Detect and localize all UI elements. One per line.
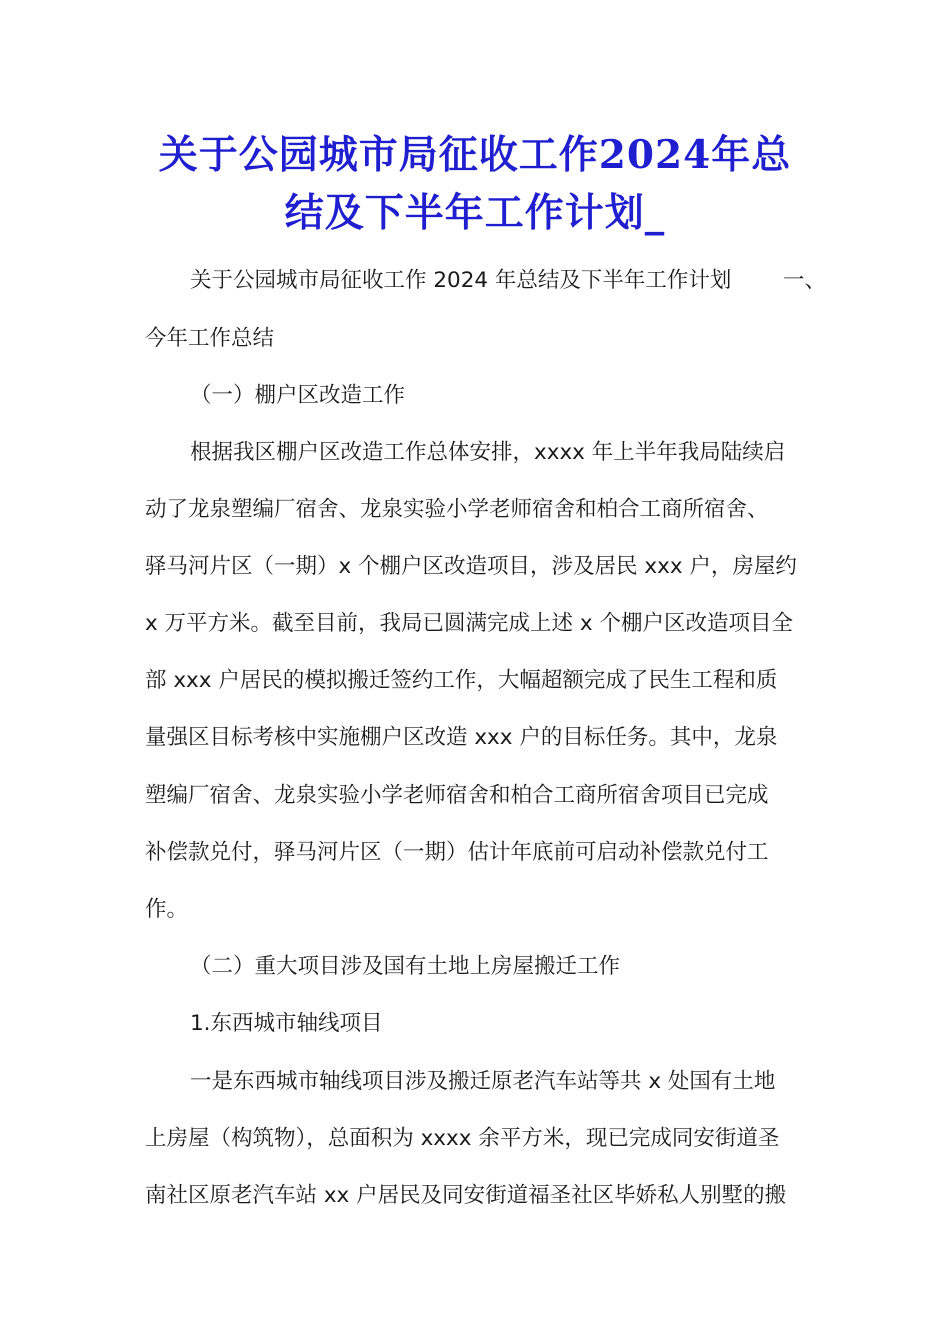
section1-para-line: 量强区目标考核中实施棚户区改造 xxx 户的目标任务。其中，龙泉 bbox=[145, 725, 778, 750]
title-line-1: 关于公园城市局征收工作2024年总 bbox=[158, 132, 792, 178]
subsection1-para-line: 一是东西城市轴线项目涉及搬迁原老汽车站等共 x 处国有土地 bbox=[190, 1069, 776, 1094]
section1-para-line: 部 xxx 户居民的模拟搬迁签约工作，大幅超额完成了民生工程和质 bbox=[145, 668, 778, 693]
intro-continuation: 今年工作总结 bbox=[145, 326, 275, 351]
section1-para-line: 作。 bbox=[145, 897, 189, 922]
section1-para-line: 动了龙泉塑编厂宿舍、龙泉实验小学老师宿舍和柏合工商所宿舍、 bbox=[145, 497, 769, 522]
subsection1-para-line: 上房屋（构筑物），总面积为 xxxx 余平方米，现已完成同安街道圣 bbox=[145, 1126, 780, 1151]
section1-para-line: 驿马河片区（一期）x 个棚户区改造项目，涉及居民 xxx 户，房屋约 bbox=[145, 554, 797, 579]
subsection1-para-line: 南社区原老汽车站 xx 户居民及同安街道福圣社区毕娇私人别墅的搬 bbox=[145, 1183, 787, 1208]
section2-heading: （二）重大项目涉及国有土地上房屋搬迁工作 bbox=[190, 954, 621, 979]
intro-tail: 一、 bbox=[783, 268, 827, 293]
document-title bbox=[120, 126, 830, 242]
intro-line: 关于公园城市局征收工作 2024 年总结及下半年工作计划 bbox=[190, 268, 732, 293]
title-line-2: 结及下半年工作计划_ bbox=[284, 190, 666, 236]
subsection1-heading: 1.东西城市轴线项目 bbox=[190, 1011, 383, 1036]
section1-para-line: 塑编厂宿舍、龙泉实验小学老师宿舍和柏合工商所宿舍项目已完成 bbox=[145, 783, 769, 808]
section1-heading: （一）棚户区改造工作 bbox=[190, 383, 406, 408]
section1-para-line: 补偿款兑付，驿马河片区（一期）估计年底前可启动补偿款兑付工 bbox=[145, 840, 769, 865]
section1-para-line: 根据我区棚户区改造工作总体安排，xxxx 年上半年我局陆续启 bbox=[190, 440, 786, 465]
section1-para-line: x 万平方米。截至目前，我局已圆满完成上述 x 个棚户区改造项目全 bbox=[145, 611, 793, 636]
